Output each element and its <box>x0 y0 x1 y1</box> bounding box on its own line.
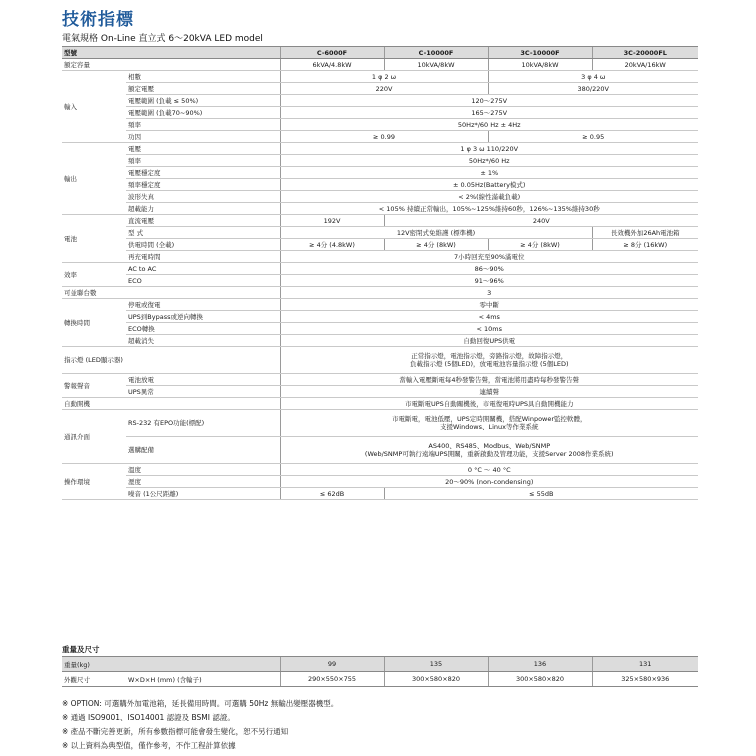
cell: < 2%(線性滿載負載) <box>280 191 698 203</box>
dimensions-table <box>62 656 698 687</box>
table-row <box>62 657 698 672</box>
cell: ≥ 4分 (4.8kW) <box>280 239 384 251</box>
cell-line: 市電斷電，電池低壓，UPS定時開關機，搭配Winpower監控軟體， <box>391 415 587 423</box>
cell: 165～275V <box>280 107 698 119</box>
cell: 120～275V <box>280 95 698 107</box>
page-title: 技術指標 <box>62 10 134 30</box>
note-item: ※ 以上資料為典型值，僅作參考，不作工程計算依據 <box>62 741 236 750</box>
cell: ≤ 62dB <box>280 488 384 500</box>
spec-table <box>62 46 698 500</box>
note-item: ※ OPTION: 可選購外加電池箱，延長備用時間。可選購 50Hz 無輸出變壓器機型。 <box>62 699 339 708</box>
table-row <box>62 203 698 215</box>
cell: 300×580×820 <box>488 672 592 687</box>
cell: 10kVA/8kW <box>488 59 592 71</box>
cell: 連續聲 <box>280 386 698 398</box>
header-model-1: C-6000F <box>280 47 384 59</box>
cell: 300×580×820 <box>384 672 488 687</box>
table-row <box>62 464 698 476</box>
cell: 12V密閉式免維護 (標準機) <box>280 227 592 239</box>
cell: 20kVA/16kW <box>592 59 698 71</box>
cell: 20～90% (non-condensing) <box>280 476 698 488</box>
cell <box>280 410 698 437</box>
row-label: 溫度 <box>126 464 280 476</box>
cell-line: 正常指示燈，電池指示燈，旁路指示燈，故障指示燈， <box>411 352 568 360</box>
row-label: AC to AC <box>126 263 280 275</box>
row-label: 電壓 <box>126 143 280 155</box>
row-label: 功因 <box>126 131 280 143</box>
cell: 290×550×755 <box>280 672 384 687</box>
cell: 3 <box>280 287 698 299</box>
cell: 3 φ 4 ω <box>488 71 698 83</box>
group-label: 效率 <box>62 263 126 287</box>
cell: ≤ 55dB <box>384 488 698 500</box>
row-label: 電池放電 <box>126 374 280 386</box>
row-label: 相數 <box>126 71 280 83</box>
group-label: 電池 <box>62 215 126 263</box>
row-label: 供電時間 (全載) <box>126 239 280 251</box>
cell: ± 0.05Hz(Battery模式) <box>280 179 698 191</box>
cell: 10kVA/8kW <box>384 59 488 71</box>
table-row <box>62 476 698 488</box>
row-label: 電壓穩定度 <box>126 167 280 179</box>
row-label: 可並聯台數 <box>62 287 280 299</box>
row-label: 頻率 <box>126 155 280 167</box>
row-label: UPS到Bypass或逆向轉換 <box>126 311 280 323</box>
group-label: 通訊介面 <box>62 410 126 464</box>
row-label: 停電或復電 <box>126 299 280 311</box>
cell-line: 支援Windows、Linux等作業系統 <box>439 423 539 431</box>
row-label: 電壓範圍 (負載70~90%) <box>126 107 280 119</box>
table-row <box>62 215 698 227</box>
row-label: 頻率 <box>126 119 280 131</box>
table-row <box>62 374 698 386</box>
cell: 零中斷 <box>280 299 698 311</box>
table-row <box>62 191 698 203</box>
header-model-4: 3C-20000FL <box>592 47 698 59</box>
table-row <box>62 672 698 687</box>
cell: ≥ 4分 (8kW) <box>488 239 592 251</box>
table-row <box>62 143 698 155</box>
group-label: 輸出 <box>62 143 126 215</box>
row-label: ECO轉換 <box>126 323 280 335</box>
cell: 192V <box>280 215 384 227</box>
row-label: 重量(kg) <box>62 657 280 672</box>
row-label: 噪音 (1公尺距離) <box>126 488 280 500</box>
table-row <box>62 95 698 107</box>
table-row <box>62 410 698 437</box>
table-row <box>62 299 698 311</box>
cell: 0 °C ～ 40 °C <box>280 464 698 476</box>
cell: < 10ms <box>280 323 698 335</box>
table-row <box>62 335 698 347</box>
cell: 99 <box>280 657 384 672</box>
row-label: 再充電時間 <box>126 251 280 263</box>
row-label: 溼度 <box>126 476 280 488</box>
row-label: ECO <box>126 275 280 287</box>
row-label: 外觀尺寸 <box>62 672 126 687</box>
cell: ± 1% <box>280 167 698 179</box>
cell: 7小時回充至90%滿電位 <box>280 251 698 263</box>
cell: ≥ 0.95 <box>488 131 698 143</box>
note-item: ※ 通過 ISO9001、ISO14001 認證及 BSMI 認證。 <box>62 713 235 722</box>
group-label: 操作環境 <box>62 464 126 500</box>
table-row <box>62 386 698 398</box>
group-label: 輸入 <box>62 71 126 143</box>
table-row <box>62 179 698 191</box>
cell: 6kVA/4.8kW <box>280 59 384 71</box>
header-model-3: 3C-10000F <box>488 47 592 59</box>
table-row <box>62 155 698 167</box>
page-subtitle: 電氣規格 On-Line 直立式 6～20kVA LED model <box>62 34 263 44</box>
table-row <box>62 59 698 71</box>
table-row <box>62 311 698 323</box>
cell: 86～90% <box>280 263 698 275</box>
row-label: 自動開機 <box>62 398 280 410</box>
cell: ≥ 4分 (8kW) <box>384 239 488 251</box>
cell: 當輸入電壓斷電每4秒發警告聲，當電池將用盡時每秒發警告聲 <box>280 374 698 386</box>
row-label: 超載消失 <box>126 335 280 347</box>
cell: 50Hz*/60 Hz ± 4Hz <box>280 119 698 131</box>
cell: 1 φ 3 ω 110/220V <box>280 143 698 155</box>
header-model-2: C-10000F <box>384 47 488 59</box>
row-label: 額定容量 <box>62 59 280 71</box>
row-label: 頻率穩定度 <box>126 179 280 191</box>
cell: 380/220V <box>488 83 698 95</box>
row-label: RS-232 有EPO功能(標配) <box>126 410 280 437</box>
cell: 135 <box>384 657 488 672</box>
row-label: 型 式 <box>126 227 280 239</box>
row-label: UPS異常 <box>126 386 280 398</box>
table-row <box>62 71 698 83</box>
cell: < 4ms <box>280 311 698 323</box>
table-row <box>62 167 698 179</box>
table-row <box>62 347 698 374</box>
row-label: 直流電壓 <box>126 215 280 227</box>
table-row <box>62 488 698 500</box>
table-row <box>62 239 698 251</box>
table-header-row <box>62 47 698 59</box>
header-model-label: 型號 <box>62 47 280 59</box>
table-row <box>62 107 698 119</box>
group-label: 警報聲音 <box>62 374 126 398</box>
cell: 131 <box>592 657 698 672</box>
notes <box>62 697 338 753</box>
cell: ≥ 8分 (16kW) <box>592 239 698 251</box>
group-label: 轉換時間 <box>62 299 126 347</box>
row-label: 選購配備 <box>126 437 280 464</box>
table-row <box>62 83 698 95</box>
cell-line: AS400、RS485、Modbus、Web/SNMP <box>428 442 551 450</box>
table-row <box>62 437 698 464</box>
table-row <box>62 287 698 299</box>
cell: 長效機外加26Ah電池箱 <box>592 227 698 239</box>
cell: 136 <box>488 657 592 672</box>
row-label: 額定電壓 <box>126 83 280 95</box>
row-sublabel: W×D×H (mm) (含輪子) <box>126 672 280 687</box>
table-row <box>62 119 698 131</box>
table-row <box>62 398 698 410</box>
dimensions-section-title: 重量及尺寸 <box>62 645 100 654</box>
cell: 1 φ 2 ω <box>280 71 488 83</box>
cell: 91～96% <box>280 275 698 287</box>
row-label: 波形失真 <box>126 191 280 203</box>
cell: 市電斷電UPS自動關機後，市電復電時UPS具自動開機能力 <box>280 398 698 410</box>
table-row <box>62 263 698 275</box>
cell: 220V <box>280 83 488 95</box>
cell <box>280 437 698 464</box>
cell <box>280 347 698 374</box>
table-row <box>62 131 698 143</box>
table-row <box>62 275 698 287</box>
row-label: 電壓範圍 (負載 ≤ 50%) <box>126 95 280 107</box>
table-row <box>62 251 698 263</box>
row-label: 指示燈 (LED顯示器) <box>62 347 280 374</box>
cell: 自動回復UPS供電 <box>280 335 698 347</box>
cell: 325×580×936 <box>592 672 698 687</box>
cell: ≥ 0.99 <box>280 131 488 143</box>
cell-line: 負載指示燈 (5個LED)，放電電池容量指示燈 (5個LED) <box>409 360 569 368</box>
table-row <box>62 323 698 335</box>
note-item: ※ 產品不斷完善更新，所有參數指標可能會發生變化，恕不另行通知 <box>62 727 289 736</box>
cell: < 105% 持續正常輸出，105%~125%維持60秒，126%~135%維持30秒 <box>280 203 698 215</box>
table-row <box>62 227 698 239</box>
cell: 50Hz*/60 Hz <box>280 155 698 167</box>
cell-line: (Web/SNMP可執行遠端UPS開關，重新啟動及管理功能，支援Server 2008作業系統) <box>364 450 614 458</box>
cell: 240V <box>384 215 698 227</box>
row-label: 超載能力 <box>126 203 280 215</box>
